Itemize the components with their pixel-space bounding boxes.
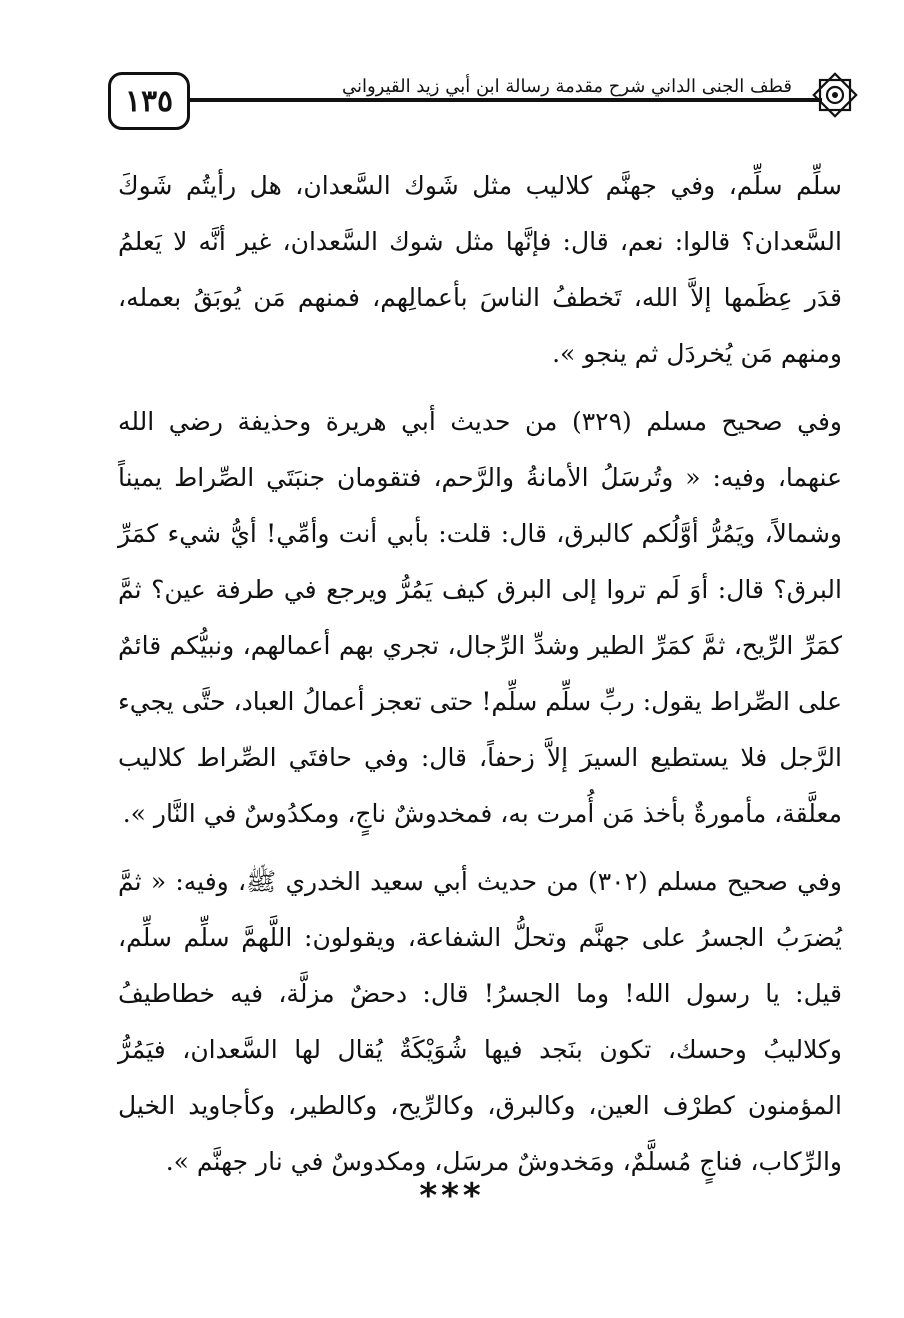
book-title: قطف الجنى الداني شرح مقدمة رسالة ابن أبي زيد القيرواني [341,76,792,97]
header-rule [188,98,822,102]
paragraph-1: سلِّم سلِّم، وفي جهنَّم كلاليب مثل شَوك السَّعدان، هل رأيتُم شَوكَ السَّعدان؟ قالوا: نعم، قال: فإنَّها مثل شوك السَّعدان، غير أنَّه لا يَعلمُ قدَر عِظَمها إلاَّ الله، تَخطفُ الناسَ بأعمالِهم، فمنهم مَن يُوبَقُ بعمله، ومنهم مَن يُخردَل ثم ينجو ». [118,171,842,368]
paragraph-3: وفي صحيح مسلم (٣٠٢) من حديث أبي سعيد الخدري ﷺ، وفيه: « ثمَّ يُضرَبُ الجسرُ على جهنَّم وتحلُّ الشفاعة، ويقولون: اللَّهمَّ سلِّم سلِّم، قيل: يا رسول الله! وما الجسرُ! قال: دحضٌ مزلَّة، فيه خطاطيفُ وكلاليبُ وحسك، تكون بنَجد فيها شُوَيْكَةٌ يُقال لها السَّعدان، فيَمُرُّ المؤمنون كطرْف العين، وكالبرق، وكالرِّيح، وكالطير، وكأجاويد الخيل والرِّكاب، فناجٍ مُسلَّمٌ، ومَخدوشٌ مرسَل، ومكدوسٌ في نار جهنَّم ». [118,867,842,1176]
star-ornament-icon [810,70,860,120]
page-number: ١٣٥ [108,72,190,130]
paragraph-2: وفي صحيح مسلم (٣٢٩) من حديث أبي هريرة وحذيفة رضي الله عنهما، وفيه: « وتُرسَلُ الأمانةُ والرَّحم، فتقومان جنبَتَي الصِّراط يميناً وشمالاً، ويَمُرُّ أوَّلُكم كالبرق، قال: قلت: بأبي أنت وأمِّي! أيُّ شيء كمَرِّ البرق؟ قال: أوَ لَم تروا إلى البرق كيف يَمُرُّ ويرجع في طرفة عين؟ ثمَّ كمَرِّ الرِّيح، ثمَّ كمَرِّ الطير وشدِّ الرِّجال، تجري بهم أعمالهم، ونبيُّكم قائمٌ على الصِّراط يقول: ربِّ سلِّم سلِّم! حتى تعجز أعمالُ العباد، حتَّى يجيء الرَّجل فلا يستطيع السيرَ إلاَّ زحفاً، قال: وفي حافتَي الصِّراط كلاليب معلَّقة، مأمورةٌ بأخذ مَن أُمرت به، فمخدوشٌ ناجٍ، ومكدُوسٌ في النَّار ». [118,407,842,828]
main-text [118,158,842,1202]
section-separator: *** [419,1176,485,1216]
page-header [108,70,848,130]
